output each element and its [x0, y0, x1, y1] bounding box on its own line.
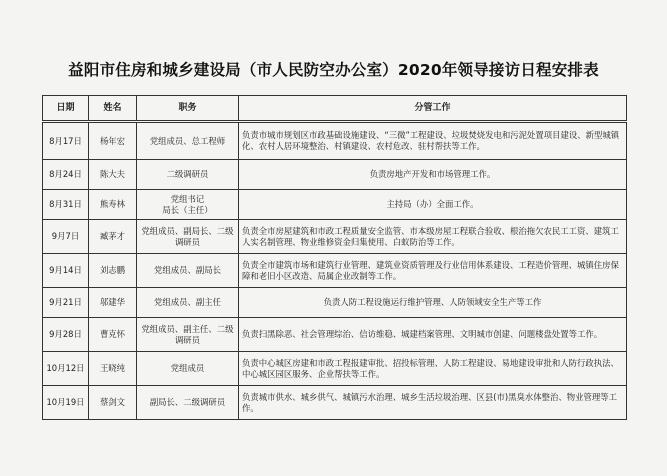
table-row: [43, 386, 627, 420]
position-cell: 二级调研员: [137, 160, 239, 190]
date-cell: 10月19日: [43, 386, 89, 420]
date-cell: 9月7日: [43, 220, 89, 254]
name-cell: 杨年宏: [89, 122, 137, 160]
header-position: 职务: [137, 96, 239, 122]
position-cell: 党组书记 局长（主任）: [137, 190, 239, 220]
duty-cell: 负责房地产开发和市场管理工作。: [239, 160, 627, 190]
duty-cell: 主持局（办）全面工作。: [239, 190, 627, 220]
name-cell: 邬建华: [89, 288, 137, 318]
position-cell: 党组成员、副局长: [137, 254, 239, 288]
position-cell: 党组成员、副局长、二级调研员: [137, 220, 239, 254]
date-cell: 9月14日: [43, 254, 89, 288]
table-row: [43, 220, 627, 254]
page-title: 益阳市住房和城乡建设局（市人民防空办公室）2020年领导接访日程安排表: [68, 61, 599, 79]
table-row: [43, 160, 627, 190]
table-row: [43, 190, 627, 220]
date-cell: 10月12日: [43, 352, 89, 386]
name-cell: 臧茅才: [89, 220, 137, 254]
duty-cell: 负责扫黑除恶、社会管理综治、信访维稳、城建档案管理、文明城市创建、问题楼盘处置等工作。: [239, 318, 627, 352]
position-cell: 党组成员、副主任: [137, 288, 239, 318]
duty-cell: 负责全市房屋建筑和市政工程质量安全监管、市本级房屋工程联合验收、根治拖欠农民工工资、建筑工人实名制管理、物业维修资金归集使用、白蚁防治等工作。: [239, 220, 627, 254]
position-cell: 党组成员、总工程师: [137, 122, 239, 160]
duty-cell: 负责市城市规划区市政基础设施建设、“三微”工程建设、垃圾焚烧发电和污泥处置项目建设、新型城镇化、农村人居环境整治、村镇建设、农村危改、驻村帮扶等工作。: [239, 122, 627, 160]
name-cell: 陈大夫: [89, 160, 137, 190]
header-name: 姓名: [89, 96, 137, 122]
header-date: 日期: [43, 96, 89, 122]
table-row: [43, 288, 627, 318]
name-cell: 曹克怀: [89, 318, 137, 352]
name-cell: 王晓纯: [89, 352, 137, 386]
name-cell: 刘志鹏: [89, 254, 137, 288]
name-cell: 蔡剑文: [89, 386, 137, 420]
date-cell: 8月17日: [43, 122, 89, 160]
position-cell: 党组成员: [137, 352, 239, 386]
table-row: [43, 352, 627, 386]
date-cell: 9月21日: [43, 288, 89, 318]
name-cell: 熊寿林: [89, 190, 137, 220]
duty-cell: 负责全市建筑市场和建筑行业管理、建筑业资质管理及行业信用体系建设、工程造价管理、城镇住房保障和老旧小区改造、局属企业改制等工作。: [239, 254, 627, 288]
header-duty: 分管工作: [239, 96, 627, 122]
date-cell: 8月31日: [43, 190, 89, 220]
duty-cell: 负责城市供水、城乡供气、城镇污水治理、城乡生活垃圾治理、区县(市)黑臭水体整治、物业管理等工作。: [239, 386, 627, 420]
date-cell: 9月28日: [43, 318, 89, 352]
position-cell: 副局长、二级调研员: [137, 386, 239, 420]
date-cell: 8月24日: [43, 160, 89, 190]
duty-cell: 负责中心城区房建和市政工程报建审批、招投标管理、人防工程建设、易地建设审批和人防行政执法、中心城区园区服务、企业帮扶等工作。: [239, 352, 627, 386]
table-row: [43, 318, 627, 352]
position-cell: 党组成员、副主任、二级调研员: [137, 318, 239, 352]
schedule-table: [42, 95, 627, 420]
table-row: [43, 122, 627, 160]
duty-cell: 负责人防工程设施运行维护管理、人防领域安全生产等工作: [239, 288, 627, 318]
table-header-row: [43, 96, 627, 122]
table-row: [43, 254, 627, 288]
